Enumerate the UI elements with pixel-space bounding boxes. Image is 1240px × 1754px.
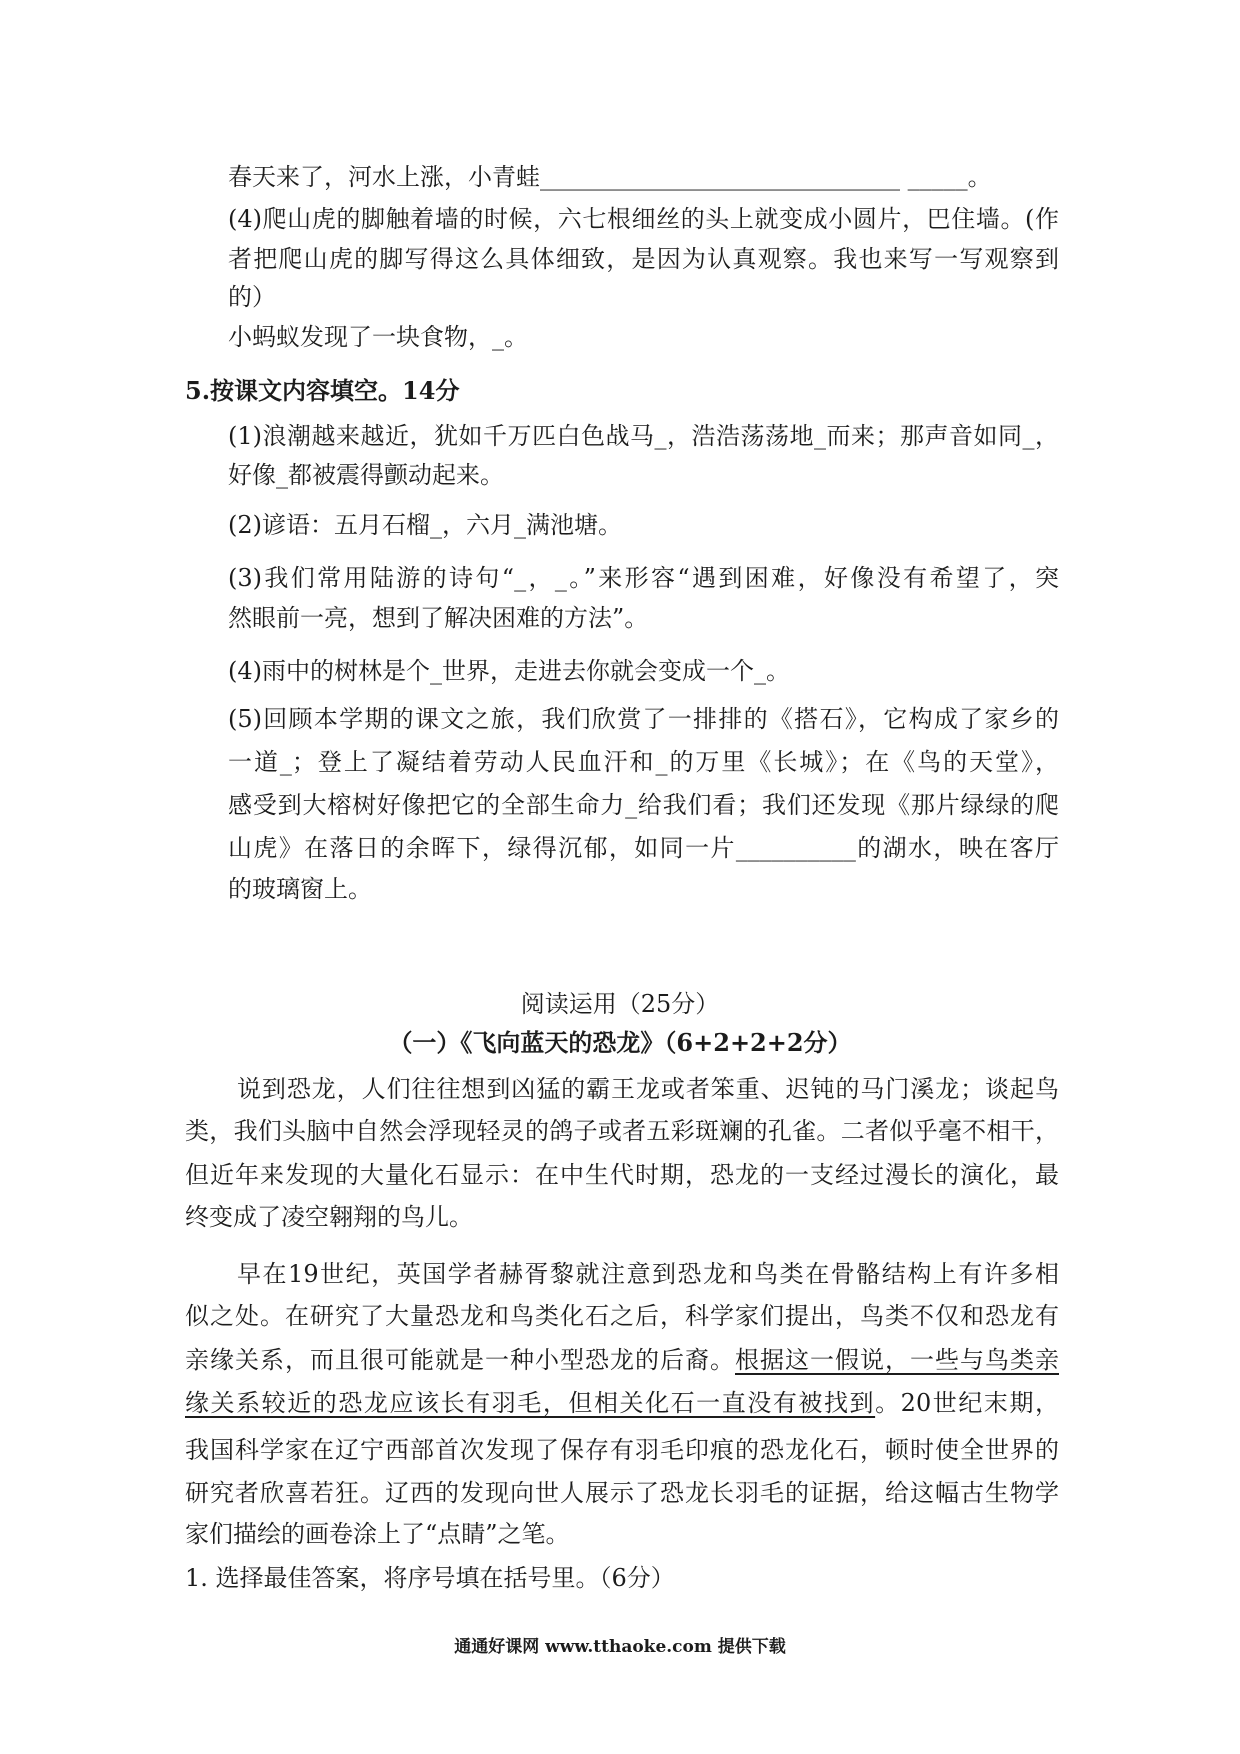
- underlined-sentence: 根据这一假说，一些与鸟类亲: [735, 1346, 1059, 1374]
- paragraph-2-line: [185, 1342, 1059, 1378]
- paragraph-2-line: 早在19世纪，英国学者赫胥黎就注意到恐龙和鸟类在骨骼结构上有许多相: [237, 1260, 1059, 1288]
- paragraph-2-line: [185, 1385, 1059, 1421]
- paragraph-1-line: 说到恐龙，人们往往想到凶猛的霸王龙或者笨重、迟钝的马门溪龙；谈起鸟: [237, 1075, 1059, 1103]
- ant-sentence-line: 小蚂蚁发现了一块食物，_。: [228, 323, 528, 351]
- question-5-heading: 5.按课文内容填空。14分: [185, 376, 460, 405]
- reading-question-1: 1. 选择最佳答案，将序号填在括号里。（6分）: [185, 1564, 675, 1592]
- q5-item-5-line: 山虎》在落日的余晖下，绿得沉郁，如同一片__________的湖水，映在客厅: [228, 834, 1059, 862]
- q5-item-5-line: 的玻璃窗上。: [228, 875, 372, 903]
- paragraph-text: 亲缘关系，而且很可能就是一种小型恐龙的后裔。: [185, 1346, 735, 1374]
- section-title: 阅读运用（25分）: [520, 990, 720, 1018]
- paragraph-text: 。20世纪末期，: [875, 1389, 1060, 1417]
- q5-item-5-line: 感受到大榕树好像把它的全部生命力_给我们看；我们还发现《那片绿绿的爬: [228, 791, 1059, 819]
- paragraph-2-line: 研究者欣喜若狂。辽西的发现向世人展示了恐龙长羽毛的证据，给这幅古生物学: [185, 1479, 1059, 1507]
- q5-item-2-line: (2)谚语：五月石榴_，六月_满池塘。: [228, 511, 622, 539]
- frog-sentence-line: 春天来了，河水上涨，小青蛙______________________________ _____。: [228, 163, 992, 191]
- item-4-line: 的）: [228, 283, 276, 311]
- q5-item-4-line: (4)雨中的树林是个_世界，走进去你就会变成一个_。: [228, 657, 790, 685]
- paragraph-1-line: 终变成了凌空翱翔的鸟儿。: [185, 1203, 473, 1231]
- q5-item-1-line: (1)浪潮越来越近，犹如千万匹白色战马_，浩浩荡荡地_而来；那声音如同_，: [228, 422, 1059, 450]
- paragraph-1-line: 但近年来发现的大量化石显示：在中生代时期，恐龙的一支经过漫长的演化，最: [185, 1161, 1059, 1189]
- underlined-sentence: 缘关系较近的恐龙应该长有羽毛，但相关化石一直没有被找到: [185, 1389, 876, 1417]
- page-footer: 通通好课网 www.tthaoke.com 提供下载: [454, 1637, 786, 1657]
- passage-title: （一）《飞向蓝天的恐龙》（6+2+2+2分）: [388, 1028, 852, 1057]
- item-4-line: 者把爬山虎的脚写得这么具体细致，是因为认真观察。我也来写一写观察到: [228, 245, 1059, 273]
- q5-item-5-line: (5)回顾本学期的课文之旅，我们欣赏了一排排的《搭石》，它构成了家乡的: [228, 705, 1059, 733]
- paragraph-2-line: 家们描绘的画卷涂上了“点睛”之笔。: [185, 1520, 570, 1548]
- q5-item-5-line: 一道_；登上了凝结着劳动人民血汗和_的万里《长城》；在《鸟的天堂》，: [228, 748, 1059, 776]
- q5-item-3-line: 然眼前一亮，想到了解决困难的方法”。: [228, 604, 649, 632]
- paragraph-2-line: 似之处。在研究了大量恐龙和鸟类化石之后，科学家们提出，鸟类不仅和恐龙有: [185, 1302, 1059, 1330]
- item-4-line: (4)爬山虎的脚触着墙的时候，六七根细丝的头上就变成小圆片，巴住墙。(作: [228, 205, 1059, 233]
- paragraph-2-line: 我国科学家在辽宁西部首次发现了保存有羽毛印痕的恐龙化石，顿时使全世界的: [185, 1436, 1059, 1464]
- q5-item-3-line: (3)我们常用陆游的诗句“_，_。”来形容“遇到困难，好像没有希望了，突: [228, 564, 1059, 592]
- paragraph-1-line: 类，我们头脑中自然会浮现轻灵的鸽子或者五彩斑斓的孔雀。二者似乎毫不相干，: [185, 1117, 1059, 1145]
- q5-item-1-line: 好像_都被震得颤动起来。: [228, 461, 504, 489]
